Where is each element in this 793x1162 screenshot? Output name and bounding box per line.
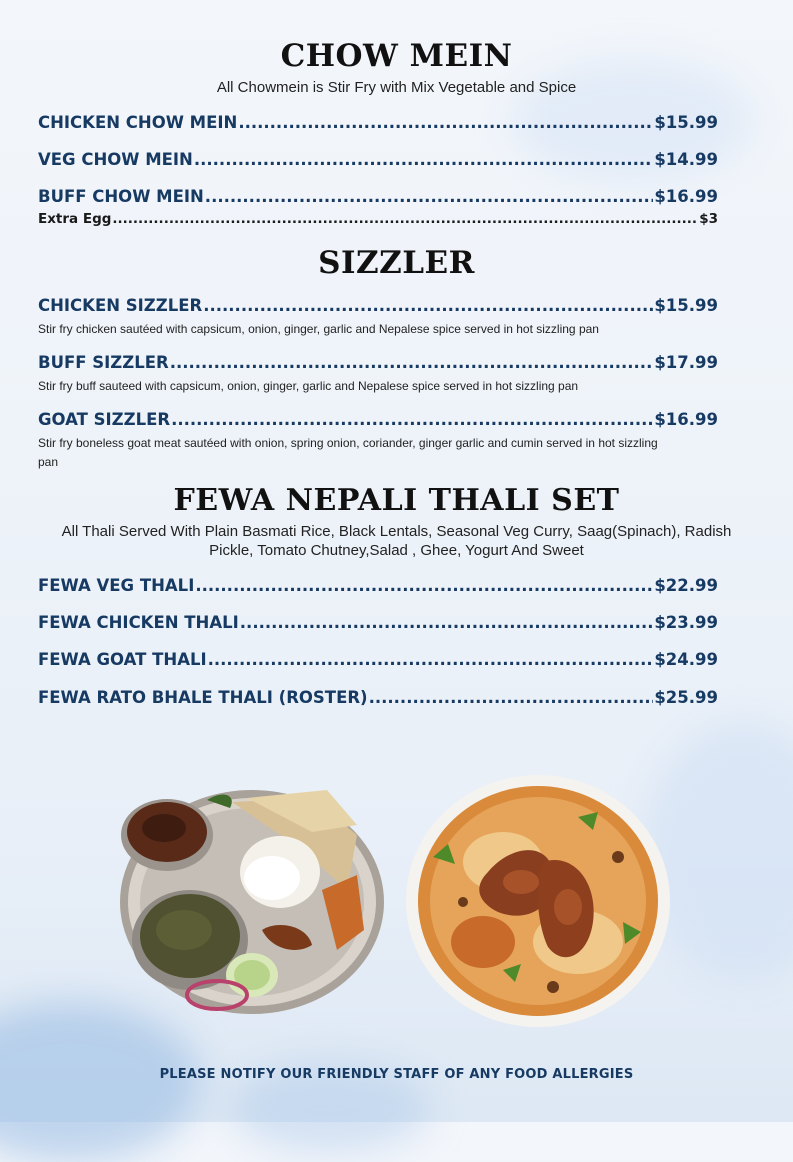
item-price: $25.99: [654, 688, 718, 707]
item-name: FEWA GOAT THALI: [38, 650, 207, 669]
item-name: CHICKEN SIZZLER: [38, 296, 203, 315]
thali-plate-photo: [112, 780, 387, 1025]
leader-dots: [240, 613, 654, 632]
item-price: $22.99: [654, 576, 718, 595]
leader-dots: [238, 113, 653, 132]
item-description: Stir fry boneless goat meat sautéed with onion, spring onion, coriander, ginger garlic and cumin served in hot sizzling pan: [38, 436, 658, 469]
leader-dots: [194, 150, 653, 169]
menu-item-fewa-chicken-thali: [38, 613, 718, 632]
item-price: $16.99: [654, 187, 718, 206]
item-name: BUFF CHOW MEIN: [38, 187, 204, 206]
item-name: GOAT SIZZLER: [38, 410, 171, 429]
leader-dots: [171, 410, 653, 429]
leader-dots: [170, 353, 654, 372]
item-description: Stir fry buff sauteed with capsicum, onion, ginger, garlic and Nepalese spice served in hot sizzling pan: [38, 379, 579, 393]
menu-item-buff-chow-mein: [38, 187, 718, 206]
thali-subtitle: All Thali Served With Plain Basmati Rice, Black Lentals, Seasonal Veg Curry, Saag(Spinach), Radish Pickle, Tomato Chutney,Salad , Ghee, Yogurt And Sweet: [61, 523, 732, 559]
menu-item-fewa-goat-thali: [38, 650, 718, 669]
leader-dots: [205, 187, 654, 206]
sizzler-title: SIZZLER: [318, 245, 475, 281]
item-name: VEG CHOW MEIN: [38, 150, 193, 169]
leader-dots: [203, 296, 653, 315]
item-price: $15.99: [654, 296, 718, 315]
item-name: BUFF SIZZLER: [38, 353, 169, 372]
item-name: FEWA CHICKEN THALI: [38, 613, 239, 632]
chow-mein-subtitle: All Chowmein is Stir Fry with Mix Vegetable and Spice: [216, 79, 577, 96]
item-name: CHICKEN CHOW MEIN: [38, 113, 238, 132]
allergy-notice: PLEASE NOTIFY OUR FRIENDLY STAFF OF ANY FOOD ALLERGIES: [159, 1067, 634, 1082]
item-price: $17.99: [654, 353, 718, 372]
item-price: $24.99: [654, 650, 718, 669]
menu-item-fewa-veg-thali: [38, 576, 718, 595]
menu-item-extra-egg: [38, 211, 718, 227]
item-price: $3: [699, 211, 718, 227]
thali-title: FEWA NEPALI THALI SET: [173, 483, 620, 518]
item-price: $16.99: [654, 410, 718, 429]
menu-item-chicken-sizzler: [38, 296, 718, 315]
item-price: $23.99: [654, 613, 718, 632]
item-price: $15.99: [654, 113, 718, 132]
menu-item-chicken-chow-mein: [38, 113, 718, 132]
chow-mein-title: CHOW MEIN: [280, 38, 513, 74]
watercolor-wash: [0, 1002, 200, 1162]
leader-dots: [195, 576, 653, 595]
menu-item-veg-chow-mein: [38, 150, 718, 169]
item-name: FEWA RATO BHALE THALI (ROSTER): [38, 688, 368, 707]
biryani-bowl-photo: [403, 772, 673, 1030]
menu-item-fewa-rato-bhale-thali: [38, 688, 718, 707]
item-name: Extra Egg: [38, 211, 112, 227]
item-name: FEWA VEG THALI: [38, 576, 195, 595]
item-description: Stir fry chicken sautéed with capsicum, onion, ginger, garlic and Nepalese spice served in hot sizzling pan: [38, 322, 599, 336]
leader-dots: [112, 211, 698, 227]
leader-dots: [208, 650, 654, 669]
item-price: $14.99: [654, 150, 718, 169]
menu-item-buff-sizzler: [38, 353, 718, 372]
menu-item-goat-sizzler: [38, 410, 718, 429]
leader-dots: [369, 688, 654, 707]
